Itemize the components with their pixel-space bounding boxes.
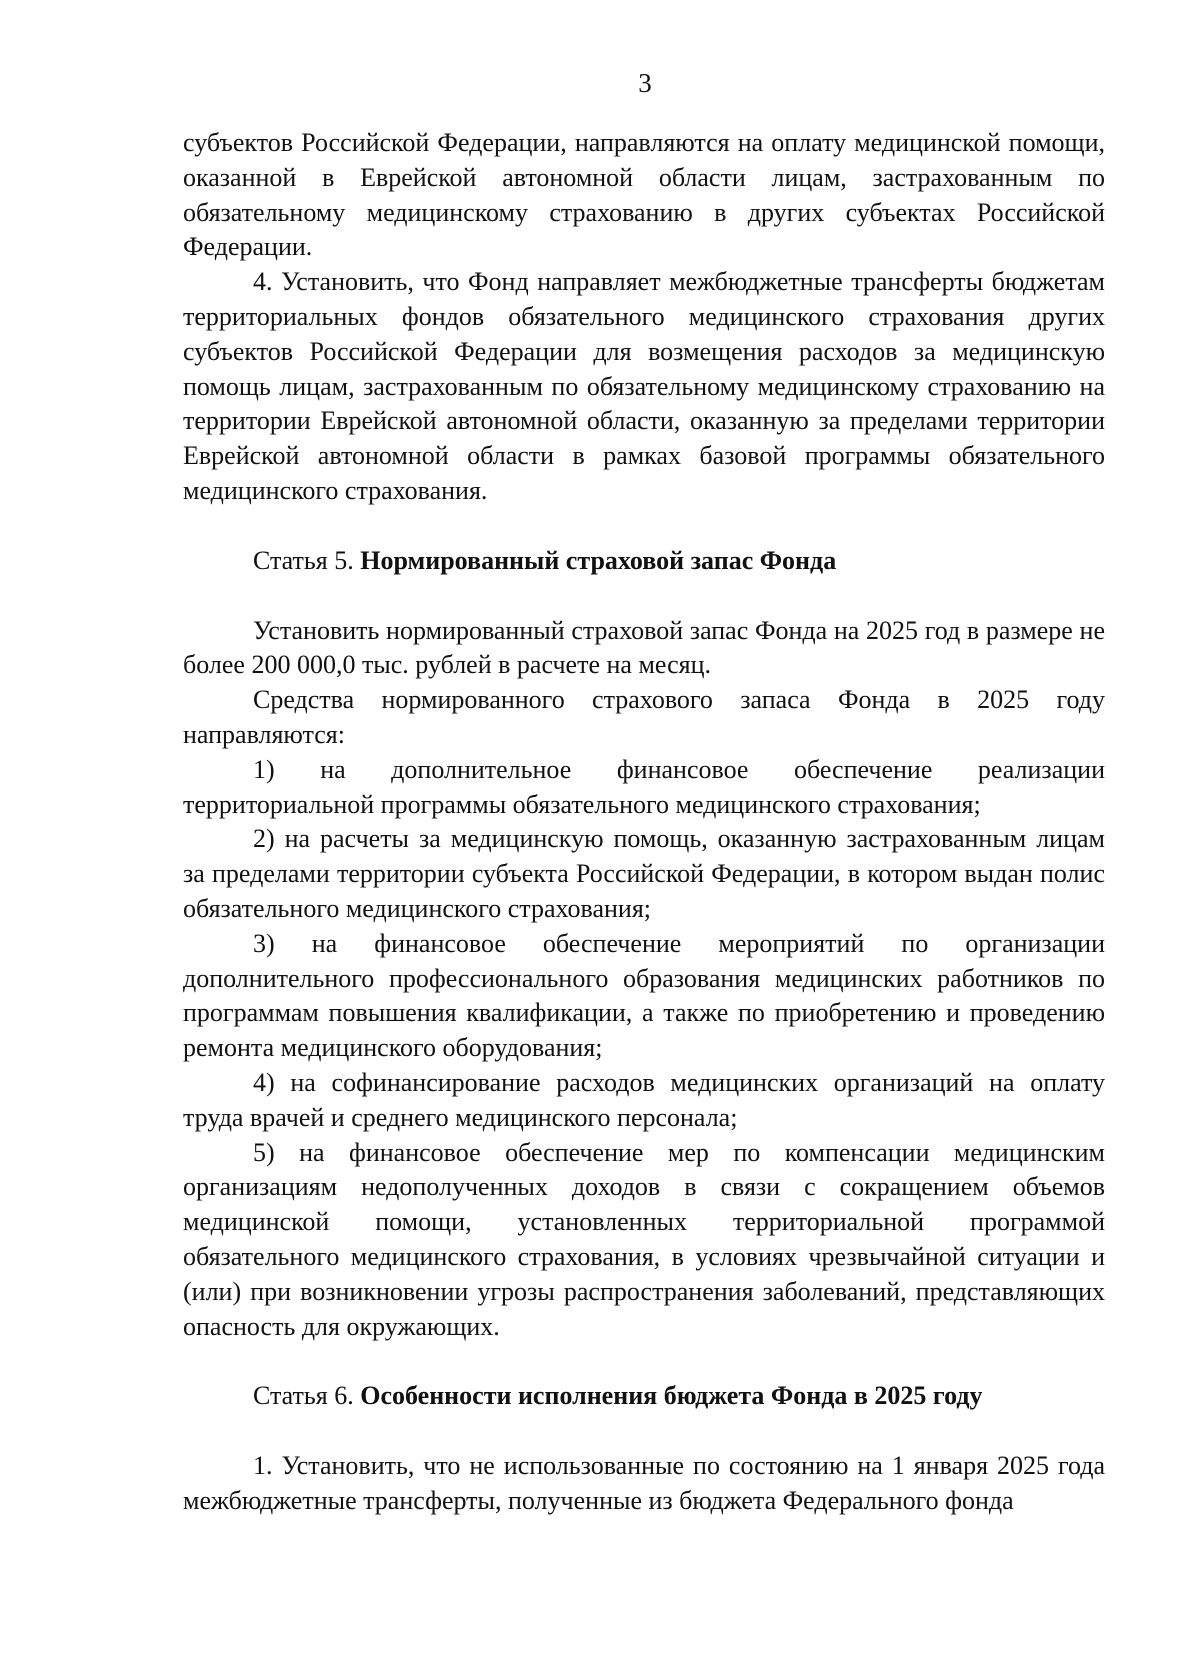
article-6-heading: [183, 1379, 1105, 1414]
paragraph-continuation: субъектов Российской Федерации, направляются на оплату медицинской помощи, оказанной в Еврейской автономной области лицам, застрахованным по обязательному медицинскому страхованию в других субъектах Российской Федерации.: [183, 128, 1105, 262]
page-number: 3: [638, 68, 652, 98]
article-5-paragraph: Установить нормированный страховой запас Фонда на 2025 год в размере не более 200 000,0 тыс. рублей в расчете на месяц.: [183, 615, 1105, 680]
paragraph-item-4: 4. Установить, что Фонд направляет межбюджетные трансферты бюджетам территориальных фондов обязательного медицинского страхования других субъектов Российской Федерации для возмещения расходов за медицинскую помощь лицам, застрахованным по обязательному медицинскому страхованию на территории Еврейской автономной области, оказанную за пределами территории Еврейской автономной области в рамках базовой программы обязательного медицинского страхования.: [183, 267, 1105, 505]
article-6-title: Особенности исполнения бюджета Фонда в 2025 году: [360, 1381, 983, 1411]
article-5-list-item: 3) на финансовое обеспечение мероприятий по организации дополнительного профессионального образования медицинских работников по программам повышения квалификации, а также по приобретению и проведению ремонта медицинского оборудования;: [183, 928, 1105, 1063]
article-5-paragraph: Средства нормированного страхового запаса Фонда в 2025 году направляются:: [183, 685, 1105, 749]
article-5-heading: [183, 544, 1105, 579]
article-6-label: Статья 6.: [253, 1381, 354, 1411]
document-body: [183, 126, 1105, 1519]
article-5-title: Нормированный страховой запас Фонда: [360, 545, 837, 575]
article-5-list-item: 1) на дополнительное финансовое обеспечение реализации территориальной программы обязательного медицинского страхования;: [183, 754, 1105, 819]
article-6-paragraph: 1. Установить, что не использованные по состоянию на 1 января 2025 года межбюджетные трансферты, полученные из бюджета Федерального фонда: [183, 1451, 1105, 1515]
article-5-list-item: 2) на расчеты за медицинскую помощь, оказанную застрахованным лицам за пределами территории субъекта Российской Федерации, в котором выдан полис обязательного медицинского страхования;: [183, 824, 1105, 923]
article-5-label: Статья 5.: [253, 545, 354, 575]
article-5-list-item: 4) на софинансирование расходов медицинских организаций на оплату труда врачей и среднего медицинского персонала;: [183, 1067, 1105, 1132]
article-5-list-item: 5) на финансовое обеспечение мер по компенсации медицинским организациям недополученных доходов в связи с сокращением объемов медицинской помощи, установленных территориальной программой обязательного медицинского страхования, в условиях чрезвычайной ситуации и (или) при возникновении угрозы распространения заболеваний, представляющих опасность для окружающих.: [183, 1137, 1105, 1341]
